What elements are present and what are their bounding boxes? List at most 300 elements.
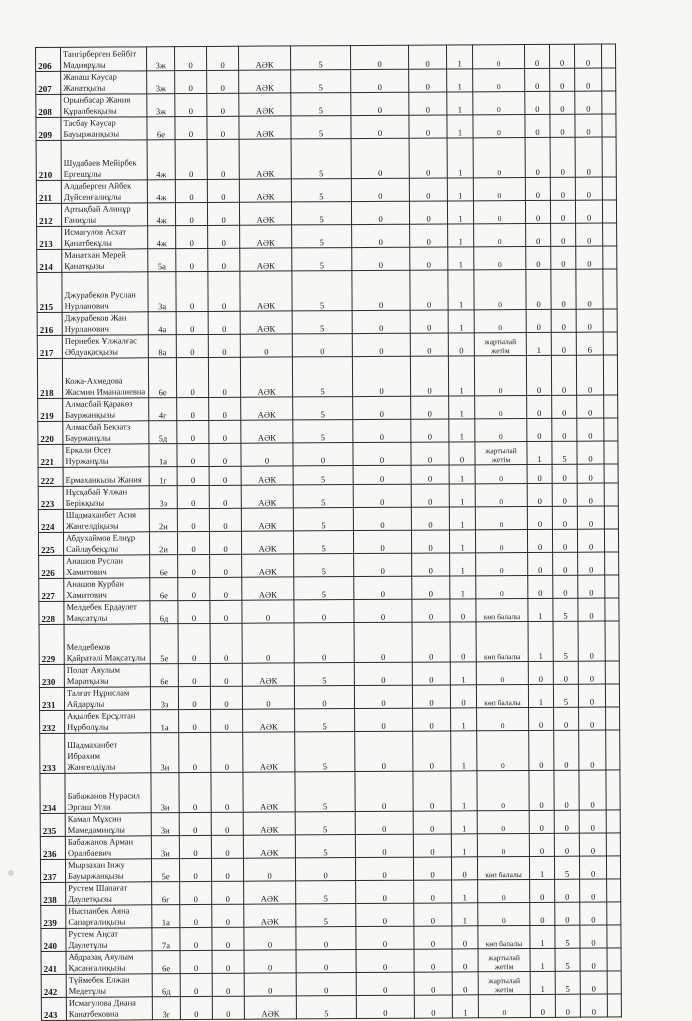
cell-f: 1 <box>447 138 473 178</box>
student-name: Рустем Шапағат Даулетқызы <box>66 882 152 906</box>
cell-j: 0 <box>575 114 602 137</box>
empty-cell <box>605 661 619 684</box>
cell-j: 0 <box>579 770 606 810</box>
cell-c: 0 <box>294 686 354 709</box>
class-cell: 3ж <box>147 71 175 94</box>
cell-j: 0 <box>575 68 602 91</box>
cell-i: 0 <box>555 902 580 925</box>
cell-d: 0 <box>354 576 412 599</box>
row-number: 224 <box>38 509 63 532</box>
cell-b: 0 <box>212 881 244 904</box>
empty-cell <box>603 355 617 395</box>
cell-f: 0 <box>452 949 478 972</box>
cell-h: 0 <box>525 137 550 177</box>
cell-j: 0 <box>577 464 604 483</box>
cell-e: 0 <box>413 857 451 880</box>
status-cell: жартылай жетім <box>478 971 530 994</box>
student-name: Полат Аяулым Маратқызы <box>64 664 150 688</box>
student-name: Камал Мұхсин Мамедаминұлы <box>65 813 151 837</box>
cell-d: 0 <box>351 115 409 138</box>
row-number: 220 <box>38 421 63 444</box>
student-name: Талғат Нұрислам Айдарұлы <box>64 687 150 711</box>
row-number: 234 <box>40 773 65 813</box>
cell-f: 1 <box>451 834 477 857</box>
cell-c: 5 <box>290 46 350 70</box>
status-cell: көп балалы <box>478 925 530 948</box>
type-cell: АӘК <box>239 202 291 225</box>
cell-e: 0 <box>413 771 451 811</box>
cell-b: 0 <box>207 179 239 202</box>
row-number: 238 <box>41 882 66 905</box>
cell-i: 0 <box>554 730 579 770</box>
cell-f: 1 <box>452 995 478 1018</box>
cell-b: 0 <box>211 835 243 858</box>
cell-d: 0 <box>356 903 414 926</box>
cell-a: 0 <box>178 623 210 663</box>
cell-c: 5 <box>295 709 355 732</box>
class-cell: 8а <box>148 335 176 358</box>
cell-a: 0 <box>178 554 210 577</box>
cell-f: 1 <box>451 708 477 731</box>
cell-j: 0 <box>579 856 606 879</box>
cell-i: 0 <box>553 661 578 684</box>
cell-h: 0 <box>527 395 552 418</box>
row-number: 209 <box>36 117 61 140</box>
cell-e: 0 <box>411 530 449 553</box>
cell-d: 0 <box>355 811 413 834</box>
row-number: 240 <box>41 928 66 951</box>
class-cell: 5е <box>150 624 178 664</box>
status-cell: 0 <box>474 356 526 396</box>
class-cell: 1а <box>151 710 179 733</box>
class-cell: 6е <box>150 578 178 601</box>
class-cell: 6е <box>152 951 180 974</box>
cell-f: 1 <box>449 507 475 530</box>
cell-d: 0 <box>356 880 414 903</box>
cell-c: 5 <box>291 116 351 139</box>
status-cell: 0 <box>477 810 529 833</box>
cell-j: 6 <box>576 332 603 355</box>
cell-i: 0 <box>550 68 575 91</box>
empty-cell <box>606 833 620 856</box>
cell-i: 0 <box>554 770 579 810</box>
cell-d: 0 <box>354 599 412 622</box>
cell-e: 0 <box>410 356 448 396</box>
cell-i: 0 <box>550 137 575 177</box>
cell-j: 0 <box>578 575 605 598</box>
empty-cell <box>606 770 620 810</box>
student-name: Бабажанов Арман Оралбаевич <box>65 836 151 860</box>
row-number: 222 <box>38 467 63 486</box>
cell-c: 0 <box>292 334 352 357</box>
cell-j: 0 <box>577 395 604 418</box>
row-number: 236 <box>40 836 65 859</box>
student-name: Мырзахан Інжу Бауыржанқызы <box>65 859 151 883</box>
empty-cell <box>607 902 621 925</box>
cell-h: 0 <box>528 661 553 684</box>
type-cell: АӘК <box>244 904 296 927</box>
cell-b: 0 <box>212 996 244 1019</box>
row-number: 212 <box>36 203 61 226</box>
table-row <box>41 994 621 1021</box>
cell-b: 0 <box>207 70 239 93</box>
status-cell: 0 <box>475 484 527 507</box>
cell-d: 0 <box>354 622 412 662</box>
type-cell: АӘК <box>243 709 295 732</box>
cell-i: 0 <box>554 810 579 833</box>
cell-d: 0 <box>352 224 410 247</box>
status-cell: жартылай жетім <box>478 948 530 971</box>
cell-c: 5 <box>293 397 353 420</box>
cell-i: 0 <box>554 833 579 856</box>
table-row <box>39 621 619 665</box>
cell-b: 0 <box>208 225 240 248</box>
empty-cell <box>606 707 620 730</box>
cell-h: 0 <box>524 44 549 68</box>
cell-j: 0 <box>575 200 602 223</box>
cell-f: 1 <box>449 465 475 484</box>
table-body <box>36 44 622 1021</box>
type-cell: АӘК <box>244 881 296 904</box>
cell-e: 0 <box>412 685 450 708</box>
type-cell: АӘК <box>241 485 293 508</box>
cell-c: 5 <box>291 179 351 202</box>
cell-h: 0 <box>526 355 551 395</box>
cell-j: 0 <box>579 810 606 833</box>
class-cell: 3и <box>151 733 179 773</box>
empty-cell <box>605 684 619 707</box>
cell-i: 0 <box>552 395 577 418</box>
cell-c: 0 <box>296 950 356 973</box>
cell-i: 0 <box>551 269 576 309</box>
cell-a: 0 <box>180 904 212 927</box>
row-number: 214 <box>37 249 62 272</box>
cell-f: 1 <box>450 553 476 576</box>
class-cell: 6е <box>150 555 178 578</box>
cell-j: 0 <box>577 441 604 464</box>
cell-j: 0 <box>578 621 605 661</box>
student-name: Тасбау Кәусар Бауыржанқызы <box>61 117 147 141</box>
cell-f: 0 <box>452 926 478 949</box>
type-cell: АӘК <box>243 772 295 812</box>
class-cell: 6е <box>147 117 175 140</box>
class-cell: 2и <box>149 532 177 555</box>
empty-cell <box>604 483 618 506</box>
cell-h: 0 <box>526 223 551 246</box>
cell-h: 0 <box>525 114 550 137</box>
cell-j: 0 <box>580 971 607 994</box>
cell-j: 0 <box>576 309 603 332</box>
status-cell: 0 <box>472 45 524 69</box>
cell-h: 0 <box>526 269 551 309</box>
type-cell: АӘК <box>239 139 291 179</box>
cell-f: 1 <box>448 310 474 333</box>
cell-c: 5 <box>292 271 352 311</box>
status-cell: 0 <box>475 507 527 530</box>
row-number: 229 <box>39 624 64 664</box>
cell-a: 0 <box>177 508 209 531</box>
cell-b: 0 <box>211 812 243 835</box>
row-number: 232 <box>40 710 65 733</box>
cell-j: 0 <box>580 879 607 902</box>
cell-j: 0 <box>576 269 603 309</box>
cell-i: 0 <box>550 177 575 200</box>
cell-b: 0 <box>208 271 240 311</box>
cell-a: 0 <box>177 420 209 443</box>
student-name: Джурабеков Руслан Нурланович <box>62 272 148 313</box>
empty-cell <box>605 598 619 621</box>
cell-e: 0 <box>409 92 447 115</box>
cell-e: 0 <box>409 201 447 224</box>
cell-i: 5 <box>555 948 580 971</box>
type-cell: 0 <box>243 858 295 881</box>
cell-b: 0 <box>212 904 244 927</box>
cell-h: 0 <box>529 833 554 856</box>
cell-e: 0 <box>408 45 446 69</box>
cell-e: 0 <box>412 622 450 662</box>
cell-a: 0 <box>180 973 212 996</box>
cell-b: 0 <box>208 248 240 271</box>
cell-h: 0 <box>526 309 551 332</box>
cell-b: 0 <box>208 311 240 334</box>
cell-j: 0 <box>580 925 607 948</box>
cell-f: 1 <box>446 45 472 69</box>
cell-j: 0 <box>577 529 604 552</box>
cell-d: 0 <box>352 310 410 333</box>
cell-i: 0 <box>553 575 578 598</box>
type-cell: АӘК <box>239 70 291 93</box>
cell-h: 0 <box>530 994 555 1017</box>
cell-h: 1 <box>527 441 552 464</box>
class-cell: 5д <box>149 421 177 444</box>
status-cell: 0 <box>478 902 530 925</box>
cell-j: 0 <box>575 91 602 114</box>
cell-a: 0 <box>179 858 211 881</box>
class-cell: 4ж <box>147 140 175 180</box>
cell-e: 0 <box>410 247 448 270</box>
status-cell: 0 <box>474 270 526 310</box>
class-cell: 4ж <box>147 203 175 226</box>
student-name: Кожа-Ахмедова Жасмин Иманалиевна <box>62 358 148 399</box>
empty-cell <box>601 44 615 68</box>
cell-f: 1 <box>449 530 475 553</box>
cell-i: 0 <box>552 506 577 529</box>
cell-f: 1 <box>452 903 478 926</box>
cell-j: 0 <box>575 137 602 177</box>
cell-c: 5 <box>293 485 353 508</box>
type-cell: 0 <box>244 927 296 950</box>
cell-j: 0 <box>576 246 603 269</box>
cell-i: 0 <box>550 91 575 114</box>
cell-a: 0 <box>180 927 212 950</box>
row-number: 233 <box>40 733 65 773</box>
cell-j: 0 <box>580 902 607 925</box>
cell-h: 0 <box>525 68 550 91</box>
table-row <box>36 137 616 181</box>
type-cell: АӘК <box>239 93 291 116</box>
empty-cell <box>605 575 619 598</box>
row-number: 242 <box>41 974 66 997</box>
type-cell: 0 <box>241 443 293 466</box>
row-number: 216 <box>37 312 62 335</box>
cell-c: 5 <box>293 420 353 443</box>
cell-h: 0 <box>529 810 554 833</box>
class-cell: 6г <box>152 882 180 905</box>
status-cell: 0 <box>473 178 525 201</box>
cell-h: 1 <box>530 925 555 948</box>
student-name: Абдразақ Аяулым Қасанғалиқызы <box>66 951 152 975</box>
cell-b: 0 <box>212 973 244 996</box>
cell-c: 5 <box>291 70 351 93</box>
status-cell: 0 <box>475 465 527 484</box>
cell-f: 0 <box>450 622 476 662</box>
empty-cell <box>602 68 616 91</box>
status-cell: 0 <box>477 730 529 770</box>
cell-e: 0 <box>412 553 450 576</box>
cell-b: 0 <box>209 485 241 508</box>
type-cell: 0 <box>244 950 296 973</box>
student-name: Анашов Курбан Хамитович <box>64 578 150 602</box>
status-cell: 0 <box>473 69 525 92</box>
student-name: Алмасбай Бекзатз Бауржанұлы <box>63 421 149 445</box>
cell-c: 5 <box>295 732 355 772</box>
cell-e: 0 <box>412 662 450 685</box>
student-table <box>35 43 622 1021</box>
cell-e: 0 <box>413 731 451 771</box>
row-number: 230 <box>39 664 64 687</box>
status-cell: 0 <box>475 419 527 442</box>
status-cell: 0 <box>473 115 525 138</box>
type-cell: 0 <box>242 686 294 709</box>
type-cell: 0 <box>242 600 294 623</box>
cell-d: 0 <box>353 396 411 419</box>
cell-b: 0 <box>210 600 242 623</box>
cell-d: 0 <box>352 247 410 270</box>
cell-c: 5 <box>292 225 352 248</box>
cell-c: 5 <box>296 996 356 1019</box>
student-name: Абдухаймов Елнұр Сайлаубекұлы <box>63 532 149 556</box>
student-name: Алмасбай Қаракөз Бауржанқызы <box>63 398 149 422</box>
cell-h: 0 <box>529 707 554 730</box>
cell-j: 0 <box>574 44 601 68</box>
class-cell: 6е <box>148 358 176 398</box>
cell-j: 0 <box>578 598 605 621</box>
cell-i: 0 <box>552 418 577 441</box>
table-row <box>37 355 617 399</box>
status-cell: 0 <box>473 201 525 224</box>
row-number: 207 <box>36 71 61 94</box>
cell-f: 1 <box>448 247 474 270</box>
cell-d: 0 <box>356 949 414 972</box>
status-cell: 0 <box>476 553 528 576</box>
type-cell: АӘК <box>243 812 295 835</box>
cell-c: 5 <box>292 248 352 271</box>
cell-e: 0 <box>410 224 448 247</box>
cell-a: 0 <box>175 202 207 225</box>
empty-cell <box>607 948 621 971</box>
cell-b: 0 <box>212 950 244 973</box>
empty-cell <box>603 269 617 309</box>
cell-e: 0 <box>411 442 449 465</box>
cell-i: 5 <box>553 621 578 661</box>
cell-a: 0 <box>179 709 211 732</box>
cell-a: 0 <box>180 950 212 973</box>
cell-d: 0 <box>355 834 413 857</box>
cell-e: 0 <box>409 115 447 138</box>
row-number: 223 <box>38 486 63 509</box>
cell-a: 0 <box>177 397 209 420</box>
cell-d: 0 <box>355 708 413 731</box>
cell-d: 0 <box>355 731 413 771</box>
student-name: Бабажанов Нурасил Эргаш Угли <box>65 773 151 814</box>
student-name: Нұсқабай Ұлжан Берікқызы <box>63 486 149 510</box>
cell-b: 0 <box>207 93 239 116</box>
cell-h: 0 <box>528 552 553 575</box>
cell-a: 0 <box>178 577 210 600</box>
cell-a: 0 <box>175 179 207 202</box>
cell-j: 0 <box>577 483 604 506</box>
cell-b: 0 <box>210 686 242 709</box>
type-cell: АӘК <box>239 116 291 139</box>
cell-d: 0 <box>354 553 412 576</box>
cell-h: 0 <box>527 418 552 441</box>
cell-h: 1 <box>529 856 554 879</box>
type-cell: АӘК <box>242 663 294 686</box>
cell-i: 0 <box>551 355 576 395</box>
student-name: Орынбасар Жания Құралбекқызы <box>61 94 147 118</box>
row-number: 237 <box>40 859 65 882</box>
cell-a: 0 <box>175 139 207 179</box>
empty-cell <box>606 810 620 833</box>
cell-i: 0 <box>552 529 577 552</box>
row-number: 208 <box>36 94 61 117</box>
cell-i: 0 <box>549 44 574 68</box>
status-cell: жартылай жетім <box>474 333 526 356</box>
row-number: 226 <box>39 555 64 578</box>
cell-b: 0 <box>209 466 241 485</box>
cell-h: 0 <box>527 464 552 483</box>
cell-f: 1 <box>449 419 475 442</box>
table-row <box>37 269 617 313</box>
cell-f: 1 <box>450 576 476 599</box>
empty-cell <box>604 464 618 483</box>
cell-i: 5 <box>553 598 578 621</box>
cell-j: 0 <box>579 707 606 730</box>
row-number: 206 <box>36 47 61 71</box>
cell-a: 0 <box>179 732 211 772</box>
cell-i: 5 <box>552 441 577 464</box>
cell-c: 5 <box>293 466 353 485</box>
cell-f: 1 <box>451 731 477 771</box>
cell-e: 0 <box>411 465 449 484</box>
cell-e: 0 <box>411 396 449 419</box>
student-name: Рустем Аңсат Даулетұлы <box>66 928 152 952</box>
empty-cell <box>603 246 617 269</box>
cell-i: 0 <box>551 246 576 269</box>
cell-a: 0 <box>177 531 209 554</box>
row-number: 231 <box>39 687 64 710</box>
cell-b: 0 <box>207 116 239 139</box>
cell-c: 5 <box>293 531 353 554</box>
cell-f: 0 <box>450 685 476 708</box>
cell-a: 0 <box>176 334 208 357</box>
cell-f: 0 <box>448 333 474 356</box>
type-cell: АӘК <box>241 420 293 443</box>
cell-e: 0 <box>414 880 452 903</box>
cell-b: 0 <box>209 420 241 443</box>
cell-a: 0 <box>176 311 208 334</box>
status-cell: 0 <box>474 310 526 333</box>
